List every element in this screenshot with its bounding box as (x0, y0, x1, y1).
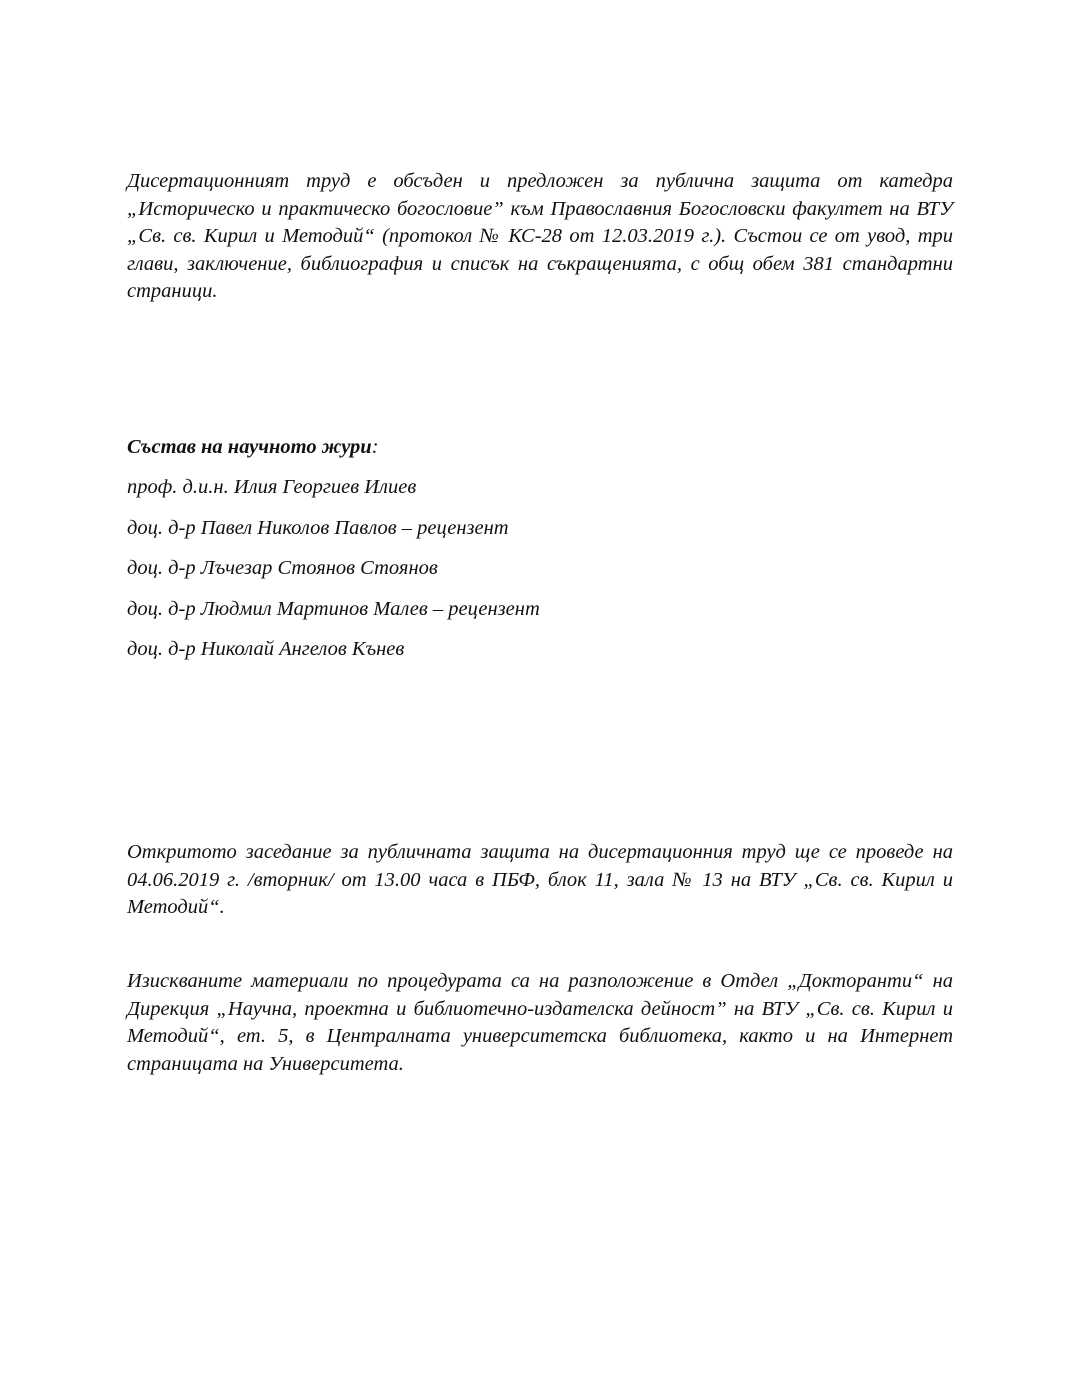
jury-member: доц. д-р Николай Ангелов Кънев (127, 638, 405, 660)
jury-member: доц. д-р Лъчезар Стоянов Стоянов (127, 557, 438, 579)
jury-member-list (127, 474, 540, 677)
materials-paragraph: Изискваните материали по процедурата са на разположение в Отдел „Докторанти“ на Дирекция „Научна, проектна и библиотечно-издателска дейност” на ВТУ „Св. св. Кирил и Методий“, ет. 5, в Централната университетска библиотека, както и на Интернет страницата на Университета. (127, 970, 953, 1075)
jury-member: доц. д-р Павел Николов Павлов – рецензент (127, 516, 509, 539)
jury-heading-text: Състав на научното жури (127, 436, 372, 458)
jury-member: доц. д-р Людмил Мартинов Малев – рецензент (127, 597, 540, 620)
jury-heading (127, 434, 379, 461)
intro-paragraph: Дисертационният труд е обсъден и предложен за публична защита от катедра „Историческо и практическо богословие” към Православния Богословски факултет на ВТУ „Св. св. Кирил и Методий“ (протокол № КС-28 от 12.03.2019 г.). Състои се от увод, три глави, заключение, библиография и списък на съкращенията, с общ обем 381 стандартни страници. (127, 170, 953, 302)
jury-heading-colon: : (371, 436, 379, 458)
session-paragraph: Откритото заседание за публичната защита на дисертационния труд ще се проведе на 04.06.2019 г. /вторник/ от 13.00 часа в ПБФ, блок 11, зала № 13 на ВТУ „Св. св. Кирил и Методий“. (127, 841, 953, 918)
jury-member: проф. д.и.н. Илия Георгиев Илиев (127, 476, 417, 498)
